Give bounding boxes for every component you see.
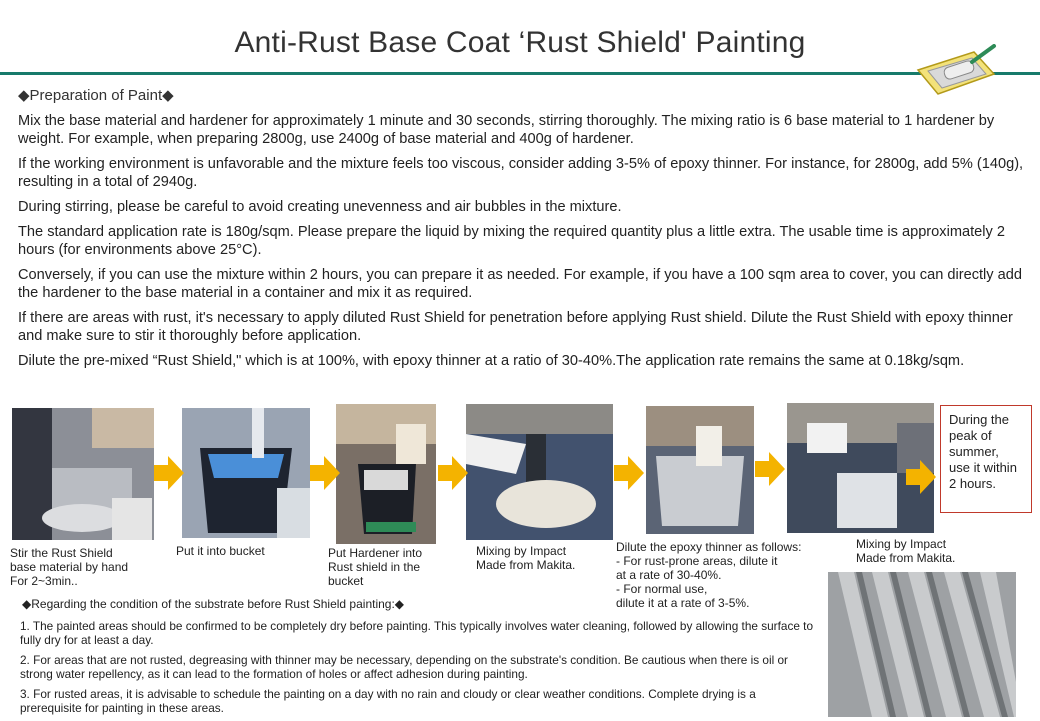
arrow-right-icon <box>154 456 184 490</box>
title-divider <box>0 72 1040 75</box>
list-item: 1. The painted areas should be confirmed to be completely dry before painting. This typically involves water cleaning, followed by allowing the surface to fully dry for at least a day. <box>20 619 814 647</box>
step-photo-add-hardener <box>336 404 436 544</box>
step-photo-impact-mixing <box>466 404 613 540</box>
roof-surface-photo <box>828 572 1016 717</box>
step-photo-bucket <box>182 408 310 538</box>
list-item: 3. For rusted areas, it is advisable to schedule the painting on a day with no rain and cloudy or clear weather conditions. Complete drying is a prerequisite for painting in these areas. <box>20 687 756 715</box>
paragraph: During stirring, please be careful to avoid creating unevenness and air bubbles in the mixture. <box>18 199 622 215</box>
paragraph: The standard application rate is 180g/sqm. Please prepare the liquid by mixing the required quantity plus a little extra. The usable time is approximately 2 hours (for environments above 25°C). <box>18 224 1005 258</box>
list-item: 2. For areas that are not rusted, degreasing with thinner may be necessary, depending on the substrate's condition. Be cautious when there is oil or strong water repellency, as it can lead to the formation of holes or affect adhesion during painting. <box>20 653 788 681</box>
arrow-right-icon <box>310 456 340 490</box>
step-caption-1: Stir the Rust Shield base material by hand For 2~3min.. <box>10 546 129 588</box>
paragraph: If there are areas with rust, it's necessary to apply diluted Rust Shield for penetration before applying Rust shield. Dilute the Rust Shield with epoxy thinner and make sure to stir it thoroughly before application. <box>18 310 1013 344</box>
step-caption-2: Put it into bucket <box>176 544 265 558</box>
paragraph: Dilute the pre-mixed “Rust Shield," which is at 100%, with epoxy thinner at a ratio of 30-40%.The application rate remains the same at 0.18kg/sqm. <box>18 353 965 369</box>
paint-tray-roller-icon <box>914 44 998 100</box>
summer-note: During the peak of summer, use it within 2 hours. <box>940 405 1032 513</box>
paragraph: If the working environment is unfavorable and the mixture feels too viscous, consider adding 3-5% of epoxy thinner. For instance, for 2800g, add 5% (140g), resulting in a total of 2940g. <box>18 156 1024 190</box>
preparation-paragraphs <box>18 112 1030 377</box>
step-caption-4: Mixing by Impact Made from Makita. <box>476 544 576 572</box>
page-title: Anti-Rust Base Coat ‘Rust Shield' Painting <box>234 26 806 59</box>
step-photo-stir-by-hand <box>12 408 154 540</box>
step-caption-6: Mixing by Impact Made from Makita. <box>856 537 956 565</box>
step-caption-3: Put Hardener into Rust shield in the bucket <box>328 546 423 588</box>
paragraph: Conversely, if you can use the mixture within 2 hours, you can prepare it as needed. For example, if you have a 100 sqm area to cover, you can directly add the hardener to the base material in a container and mix it as required. <box>18 267 1022 301</box>
substrate-heading: ◆Regarding the condition of the substrate before Rust Shield painting:◆ <box>22 597 405 611</box>
step-caption-5: Dilute the epoxy thinner as follows: - For rust-prone areas, dilute it at a rate of 30-40%. - For normal use, dilute it at a rate of 3-5%. <box>616 540 802 610</box>
arrow-right-icon <box>438 456 468 490</box>
arrow-right-icon <box>906 460 936 494</box>
paragraph: Mix the base material and hardener for approximately 1 minute and 30 seconds, stirring thoroughly. The mixing ratio is 6 base material to 1 hardener by weight. For example, when preparing 2800g, use 2400g of base material and 400g of hardener. <box>18 113 995 147</box>
arrow-right-icon <box>614 456 644 490</box>
preparation-heading: ◆Preparation of Paint◆ <box>18 87 174 104</box>
step-photo-dilute-thinner <box>646 406 754 534</box>
arrow-right-icon <box>755 452 785 486</box>
substrate-items <box>20 619 820 721</box>
